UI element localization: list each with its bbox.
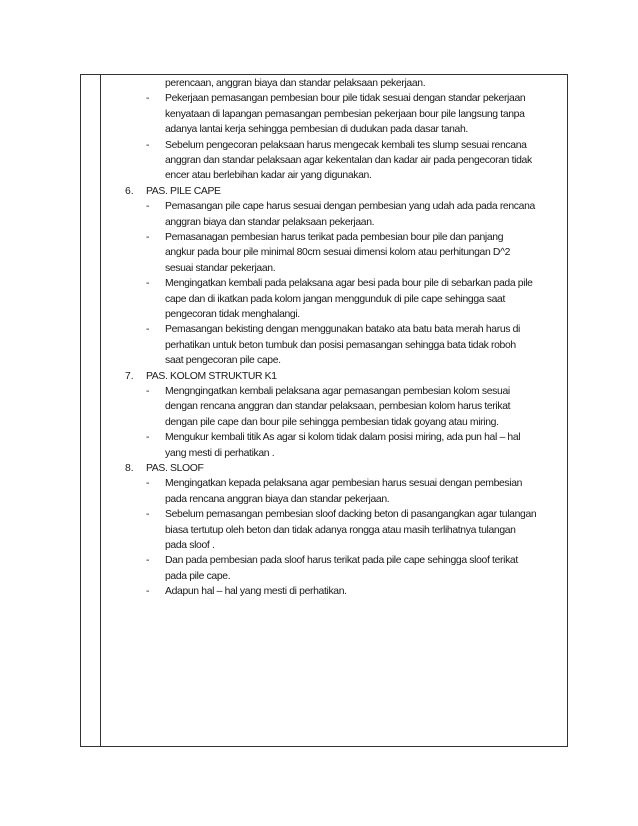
list-item-line: cape dan di ikatkan pada kolom jangan menggunduk di pile cape sehingga saat	[165, 293, 505, 305]
list-item-line: biasa tertutup oleh beton dan tidak adanya rongga atau masih terlihatnya tulangan	[165, 524, 516, 536]
list-item-line: dengan rencana anggran dan standar pelaksaan, pembesian kolom harus terikat	[165, 401, 511, 413]
list-item-line: Pemasangan pile cape harus sesuai dengan pembesian yang udah ada pada rencana	[165, 201, 535, 213]
section-title: PAS. SLOOF	[146, 463, 204, 474]
list-item-line: Dan pada pembesian pada sloof harus terikat pada pile cape sehingga sloof terikat	[165, 555, 518, 567]
list-item-line: Sebelum pengecoran pelaksaan harus mengecak kembali tes slump sesuai rencana	[165, 139, 527, 151]
list-item-line: adanya lantai kerja sehingga pembesian di dudukan pada dasar tanah.	[165, 124, 468, 136]
list-item-line: sesuai standar pekerjaan.	[165, 262, 276, 274]
list-item-line: Adapun hal – hal yang mesti di perhatikan.	[165, 586, 347, 598]
bullet-dash: -	[146, 278, 150, 290]
list-item-line: pada pile cape.	[165, 570, 231, 582]
table-column-divider	[100, 74, 101, 747]
section-number: 8.	[125, 463, 134, 474]
bullet-dash: -	[146, 139, 150, 151]
section-number: 7.	[125, 370, 134, 382]
list-item-line: Mengingatkan kembali pada pelaksana agar besi pada bour pile di sebarkan pada pile	[165, 278, 533, 290]
bullet-dash: -	[146, 93, 150, 105]
list-item-line: Pemasangan bekisting dengan menggunakan batako ata batu bata merah harus di	[165, 324, 521, 336]
list-item-line: pada sloof .	[165, 540, 215, 551]
list-item-line: pada rencana anggran biaya dan standar pekerjaan.	[165, 493, 390, 505]
list-item-line: pengecoran tidak menghalangi.	[165, 309, 300, 320]
bullet-dash: -	[146, 201, 150, 213]
bullet-dash: -	[146, 232, 150, 243]
section-title: PAS. KOLOM STRUKTUR K1	[146, 370, 277, 382]
list-item-line: anggran biaya dan standar pelaksaan pekerjaan.	[165, 216, 375, 228]
list-item-line: Mengngingatkan kembali pelaksana agar pemasangan pembesian kolom sesuai	[165, 386, 510, 397]
list-item-line: anggran dan standar pelaksaan agar kekentalan dan kadar air pada pengecoran tidak	[165, 155, 532, 166]
list-item-line: Mengukur kembali titik As agar si kolom tidak dalam posisi miring, ada pun hal – hal	[165, 432, 521, 444]
section-title: PAS. PILE CAPE	[146, 185, 221, 197]
list-item-line: saat pengecoran pile cape.	[165, 355, 281, 367]
bullet-dash: -	[146, 509, 150, 521]
bullet-dash: -	[146, 432, 150, 444]
list-item-line: Sebelum pemasangan pembesian sloof dacking beton di pasangangkan agar tulangan	[165, 509, 537, 521]
list-item-line: perhatikan untuk beton tumbuk dan posisi pemasangan sehingga bata tidak roboh	[165, 339, 516, 351]
list-item-line: angkur pada bour pile minimal 80cm sesuai dimensi kolom atau perhitungan D^2	[165, 247, 511, 259]
list-item-line: Mengingatkan kepada pelaksana agar pembesian harus sesuai dengan pembesian	[165, 478, 523, 490]
list-item-line: encer atau berlebihan kadar air yang digunakan.	[165, 170, 372, 182]
bullet-dash: -	[146, 586, 150, 598]
list-item-line: kenyataan di lapangan pemasangan pembesian pekerjaan bour pile langsung tanpa	[165, 108, 525, 120]
bullet-dash: -	[146, 324, 150, 336]
bullet-dash: -	[146, 555, 150, 567]
continuation-line: perencaan, anggran biaya dan standar pelaksaan pekerjaan.	[165, 78, 426, 89]
list-item-line: Pekerjaan pemasangan pembesian bour pile tidak sesuai dengan standar pekerjaan	[165, 93, 526, 105]
bullet-dash: -	[146, 386, 150, 397]
bullet-dash: -	[146, 478, 150, 490]
list-item-line: yang mesti di perhatikan .	[165, 447, 275, 459]
section-number: 6.	[125, 185, 134, 197]
list-item-line: Pemasanagan pembesian harus terikat pada pembesian bour pile dan panjang	[165, 232, 504, 243]
list-item-line: dengan pile cape dan bour pile sehingga pembesian tidak goyang atau miring.	[165, 416, 499, 428]
